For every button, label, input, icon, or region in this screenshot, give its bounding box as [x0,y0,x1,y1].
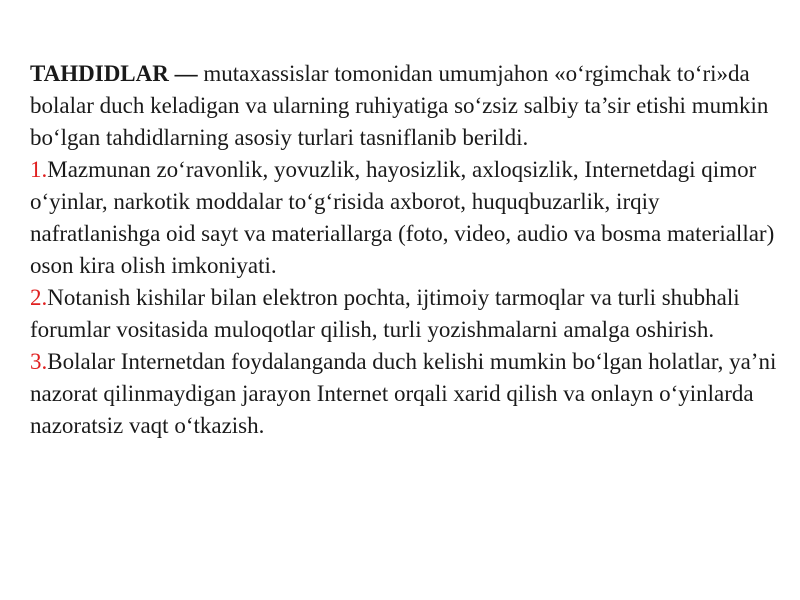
list-item-3 [30,346,780,442]
text-body [30,58,780,442]
list-item-number: 3. [30,349,48,374]
list-item-number: 2. [30,285,48,310]
intro-paragraph [30,58,780,154]
intro-text: mutaxassislar tomonidan umumjahon «o‘rgimchak to‘ri»da bolalar duch keladigan va ularning ruhiyatiga so‘zsiz salbiy ta’sir etishi mumkin bo‘lgan tahdidlarning asosiy turlari tasniflanib berildi. [30,61,769,150]
list-item-2 [30,282,780,346]
list-item-text: Bolalar Internetdan foydalanganda duch kelishi mumkin bo‘lgan holatlar, ya’ni nazorat qilinmaydigan jarayon Internet orqali xarid qilish va onlayn o‘yinlarda nazoratsiz vaqt o‘tkazish. [30,349,777,438]
list-item-text: Mazmunan zo‘ravonlik, yovuzlik, hayosizlik, axloqsizlik, Internetdagi qimor o‘yinlar, narkotik moddalar to‘g‘risida axborot, huquqbuzarlik, irqiy nafratlanishga oid sayt va materiallarga (foto, video, audio va bosma materiallar) oson kira olish imkoniyati. [30,157,775,278]
list-item-number: 1. [30,157,48,182]
intro-term: TAHDIDLAR — [30,61,198,86]
list-item-1 [30,154,780,282]
list-item-text: Notanish kishilar bilan elektron pochta, ijtimoiy tarmoqlar va turli shubhali forumlar vositasida muloqotlar qilish, turli yozishmalarni amalga oshirish. [30,285,740,342]
